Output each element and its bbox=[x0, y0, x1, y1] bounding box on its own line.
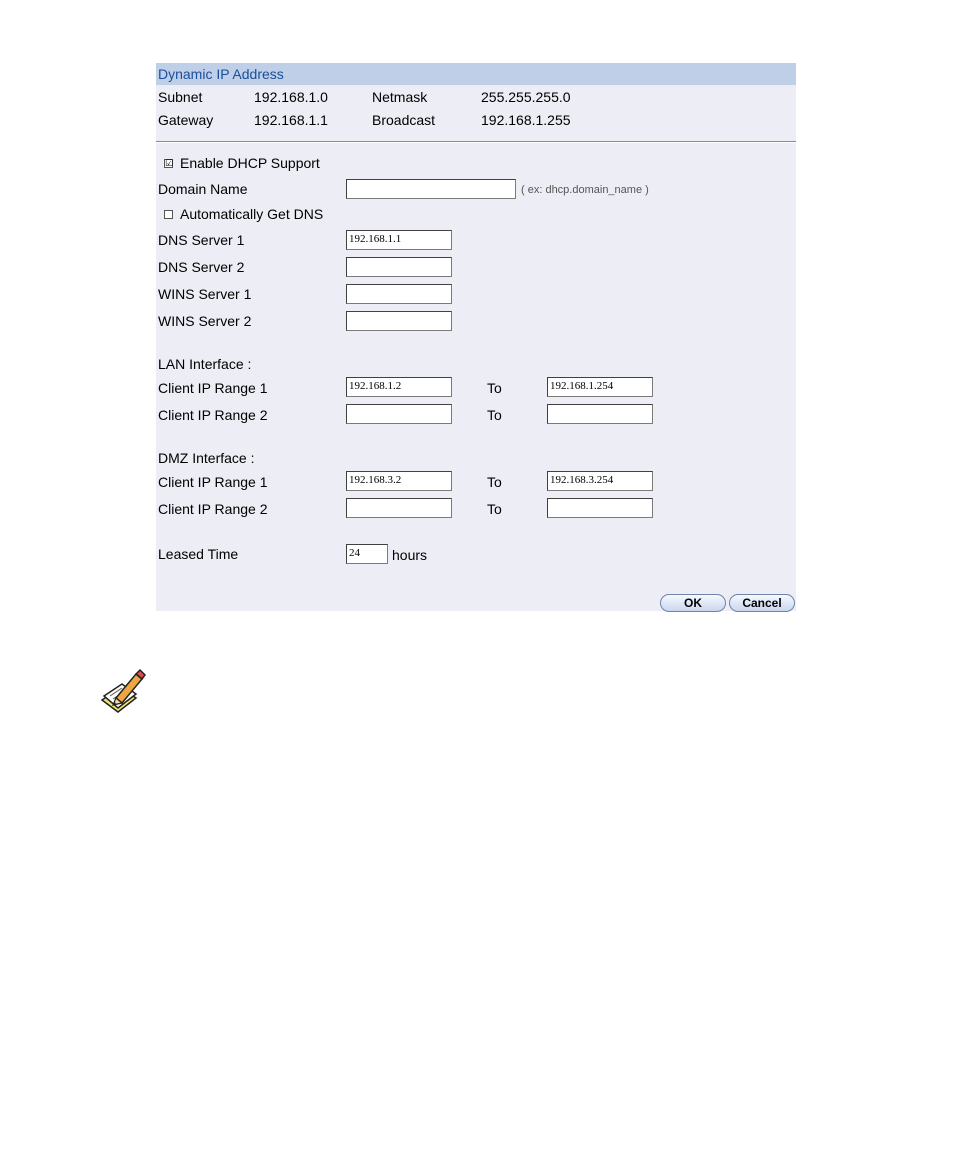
ok-button[interactable]: OK bbox=[660, 594, 726, 612]
wins-server-1-label: WINS Server 1 bbox=[158, 286, 252, 302]
dmz-range-2-to-label: To bbox=[487, 501, 502, 517]
netmask-label: Netmask bbox=[372, 89, 428, 105]
lan-range-2-to-label: To bbox=[487, 407, 502, 423]
subnet-label: Subnet bbox=[158, 89, 203, 105]
dmz-range-1-to-input[interactable]: 192.168.3.254 bbox=[547, 471, 653, 491]
lan-range-2-from-input[interactable] bbox=[346, 404, 452, 424]
dmz-range-1-label: Client IP Range 1 bbox=[158, 474, 268, 490]
auto-dns-checkbox[interactable] bbox=[164, 210, 173, 219]
gateway-value: 192.168.1.1 bbox=[254, 112, 328, 128]
enable-dhcp-checkbox[interactable]: ☑ bbox=[165, 158, 174, 168]
broadcast-label: Broadcast bbox=[372, 112, 436, 128]
dmz-range-1-to-label: To bbox=[487, 474, 502, 490]
leased-time-input[interactable]: 24 bbox=[346, 544, 388, 564]
netmask-value: 255.255.255.0 bbox=[481, 89, 571, 105]
dns-server-1-input[interactable]: 192.168.1.1 bbox=[346, 230, 452, 250]
dmz-range-2-to-input[interactable] bbox=[547, 498, 653, 518]
lan-range-2-label: Client IP Range 2 bbox=[158, 407, 268, 423]
domain-name-input[interactable] bbox=[346, 179, 516, 199]
domain-name-hint: ( ex: dhcp.domain_name ) bbox=[521, 184, 649, 196]
cancel-button[interactable]: Cancel bbox=[729, 594, 795, 612]
broadcast-value: 192.168.1.255 bbox=[481, 112, 571, 128]
subnet-value: 192.168.1.0 bbox=[254, 89, 328, 105]
dns-server-1-label: DNS Server 1 bbox=[158, 232, 245, 248]
domain-name-label: Domain Name bbox=[158, 181, 248, 197]
dns-server-2-input[interactable] bbox=[346, 257, 452, 277]
dmz-interface-heading: DMZ Interface : bbox=[158, 450, 255, 466]
dmz-range-2-label: Client IP Range 2 bbox=[158, 501, 268, 517]
lan-range-1-label: Client IP Range 1 bbox=[158, 380, 268, 396]
dhcp-settings-panel bbox=[156, 63, 796, 611]
lan-range-2-to-input[interactable] bbox=[547, 404, 653, 424]
lan-range-1-from-input[interactable]: 192.168.1.2 bbox=[346, 377, 452, 397]
pencil-note-icon bbox=[100, 668, 146, 714]
enable-dhcp-label: Enable DHCP Support bbox=[180, 155, 320, 171]
wins-server-2-label: WINS Server 2 bbox=[158, 313, 252, 329]
dns-server-2-label: DNS Server 2 bbox=[158, 259, 245, 275]
lan-interface-heading: LAN Interface : bbox=[158, 356, 252, 372]
wins-server-1-input[interactable] bbox=[346, 284, 452, 304]
dmz-range-2-from-input[interactable] bbox=[346, 498, 452, 518]
leased-time-unit: hours bbox=[392, 547, 428, 563]
auto-dns-label: Automatically Get DNS bbox=[180, 206, 324, 222]
panel-title: Dynamic IP Address bbox=[156, 63, 796, 85]
section-divider bbox=[156, 141, 796, 143]
wins-server-2-input[interactable] bbox=[346, 311, 452, 331]
lan-range-1-to-label: To bbox=[487, 380, 502, 396]
lan-range-1-to-input[interactable]: 192.168.1.254 bbox=[547, 377, 653, 397]
leased-time-label: Leased Time bbox=[158, 546, 239, 562]
dmz-range-1-from-input[interactable]: 192.168.3.2 bbox=[346, 471, 452, 491]
gateway-label: Gateway bbox=[158, 112, 214, 128]
